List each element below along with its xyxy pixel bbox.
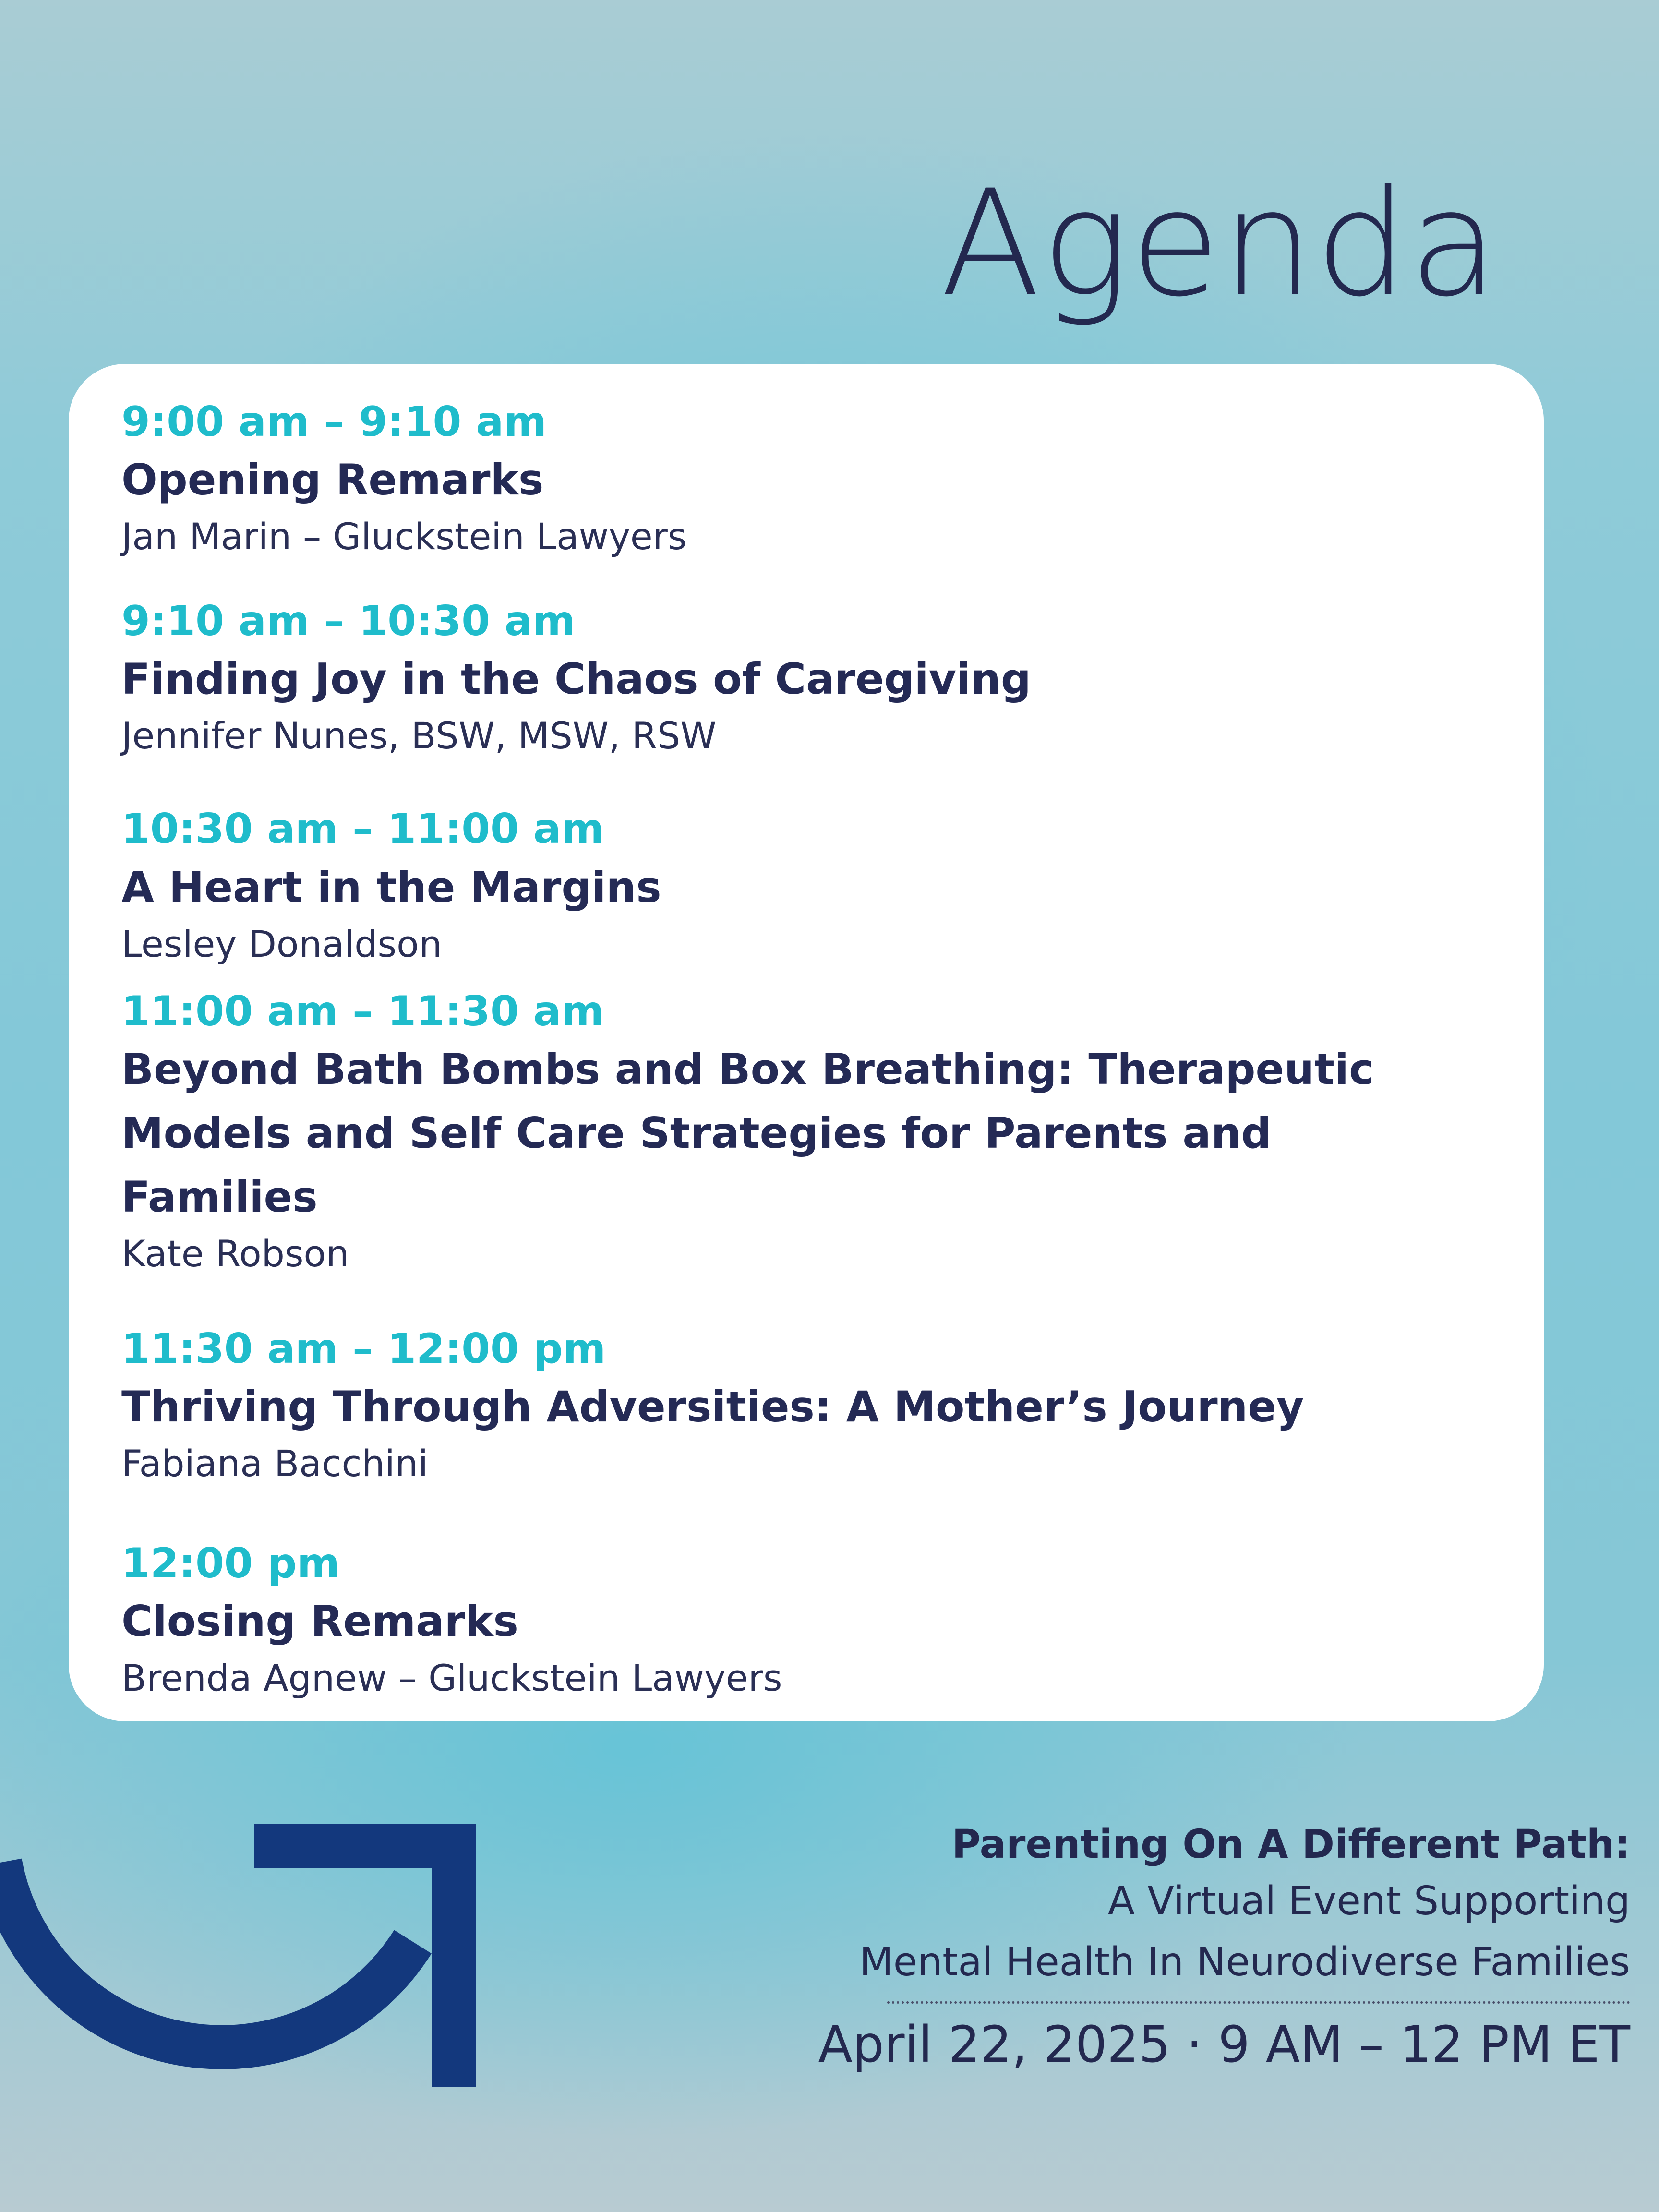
agenda-talk-title: Beyond Bath Bombs and Box Breathing: Therapeutic Models and Self Care Strategies for Parents and Families: [121, 1044, 1374, 1222]
event-tagline-1: A Virtual Event Supporting: [1107, 1878, 1630, 1924]
gluckstein-arrow-logo-icon: [0, 1824, 480, 2093]
agenda-speaker: Brenda Agnew – Gluckstein Lawyers: [121, 1657, 782, 1700]
agenda-talk-title: Opening Remarks: [121, 455, 544, 505]
agenda-time: 9:00 am – 9:10 am: [121, 398, 547, 446]
agenda-speaker: Jan Marin – Gluckstein Lawyers: [121, 515, 687, 558]
agenda-item: [121, 1324, 1544, 1486]
page-title: Agenda: [940, 158, 1500, 329]
agenda-item: [121, 805, 1544, 966]
agenda-time: 11:00 am – 11:30 am: [121, 987, 604, 1035]
agenda-time: 9:10 am – 10:30 am: [121, 597, 576, 646]
agenda-item: [121, 987, 1544, 1276]
dotted-divider: [887, 2001, 1630, 2004]
agenda-time: 10:30 am – 11:00 am: [121, 805, 604, 854]
agenda-speaker: Fabiana Bacchini: [121, 1442, 428, 1485]
agenda-item: [121, 597, 1544, 758]
event-date: April 22, 2025 · 9 AM – 12 PM ET: [818, 2015, 1630, 2074]
agenda-talk-title: Closing Remarks: [121, 1597, 518, 1647]
agenda-speaker: Kate Robson: [121, 1232, 349, 1275]
agenda-item: [121, 1539, 1544, 1701]
event-info: [818, 1819, 1630, 2077]
agenda-time: 11:30 am – 12:00 pm: [121, 1324, 606, 1373]
agenda-talk-title: A Heart in the Margins: [121, 862, 661, 912]
agenda-item: [121, 397, 1544, 559]
agenda-card: [69, 364, 1544, 1721]
agenda-talk-title: Finding Joy in the Chaos of Caregiving: [121, 654, 1031, 704]
agenda-speaker: Lesley Donaldson: [121, 922, 442, 965]
agenda-time: 12:00 pm: [121, 1539, 340, 1587]
agenda-talk-title: Thriving Through Adversities: A Mother’s Journey: [121, 1382, 1304, 1431]
event-name: Parenting On A Different Path:: [951, 1822, 1630, 1867]
event-tagline-2: Mental Health In Neurodiverse Families: [859, 1939, 1630, 1985]
agenda-speaker: Jennifer Nunes, BSW, MSW, RSW: [121, 714, 717, 757]
